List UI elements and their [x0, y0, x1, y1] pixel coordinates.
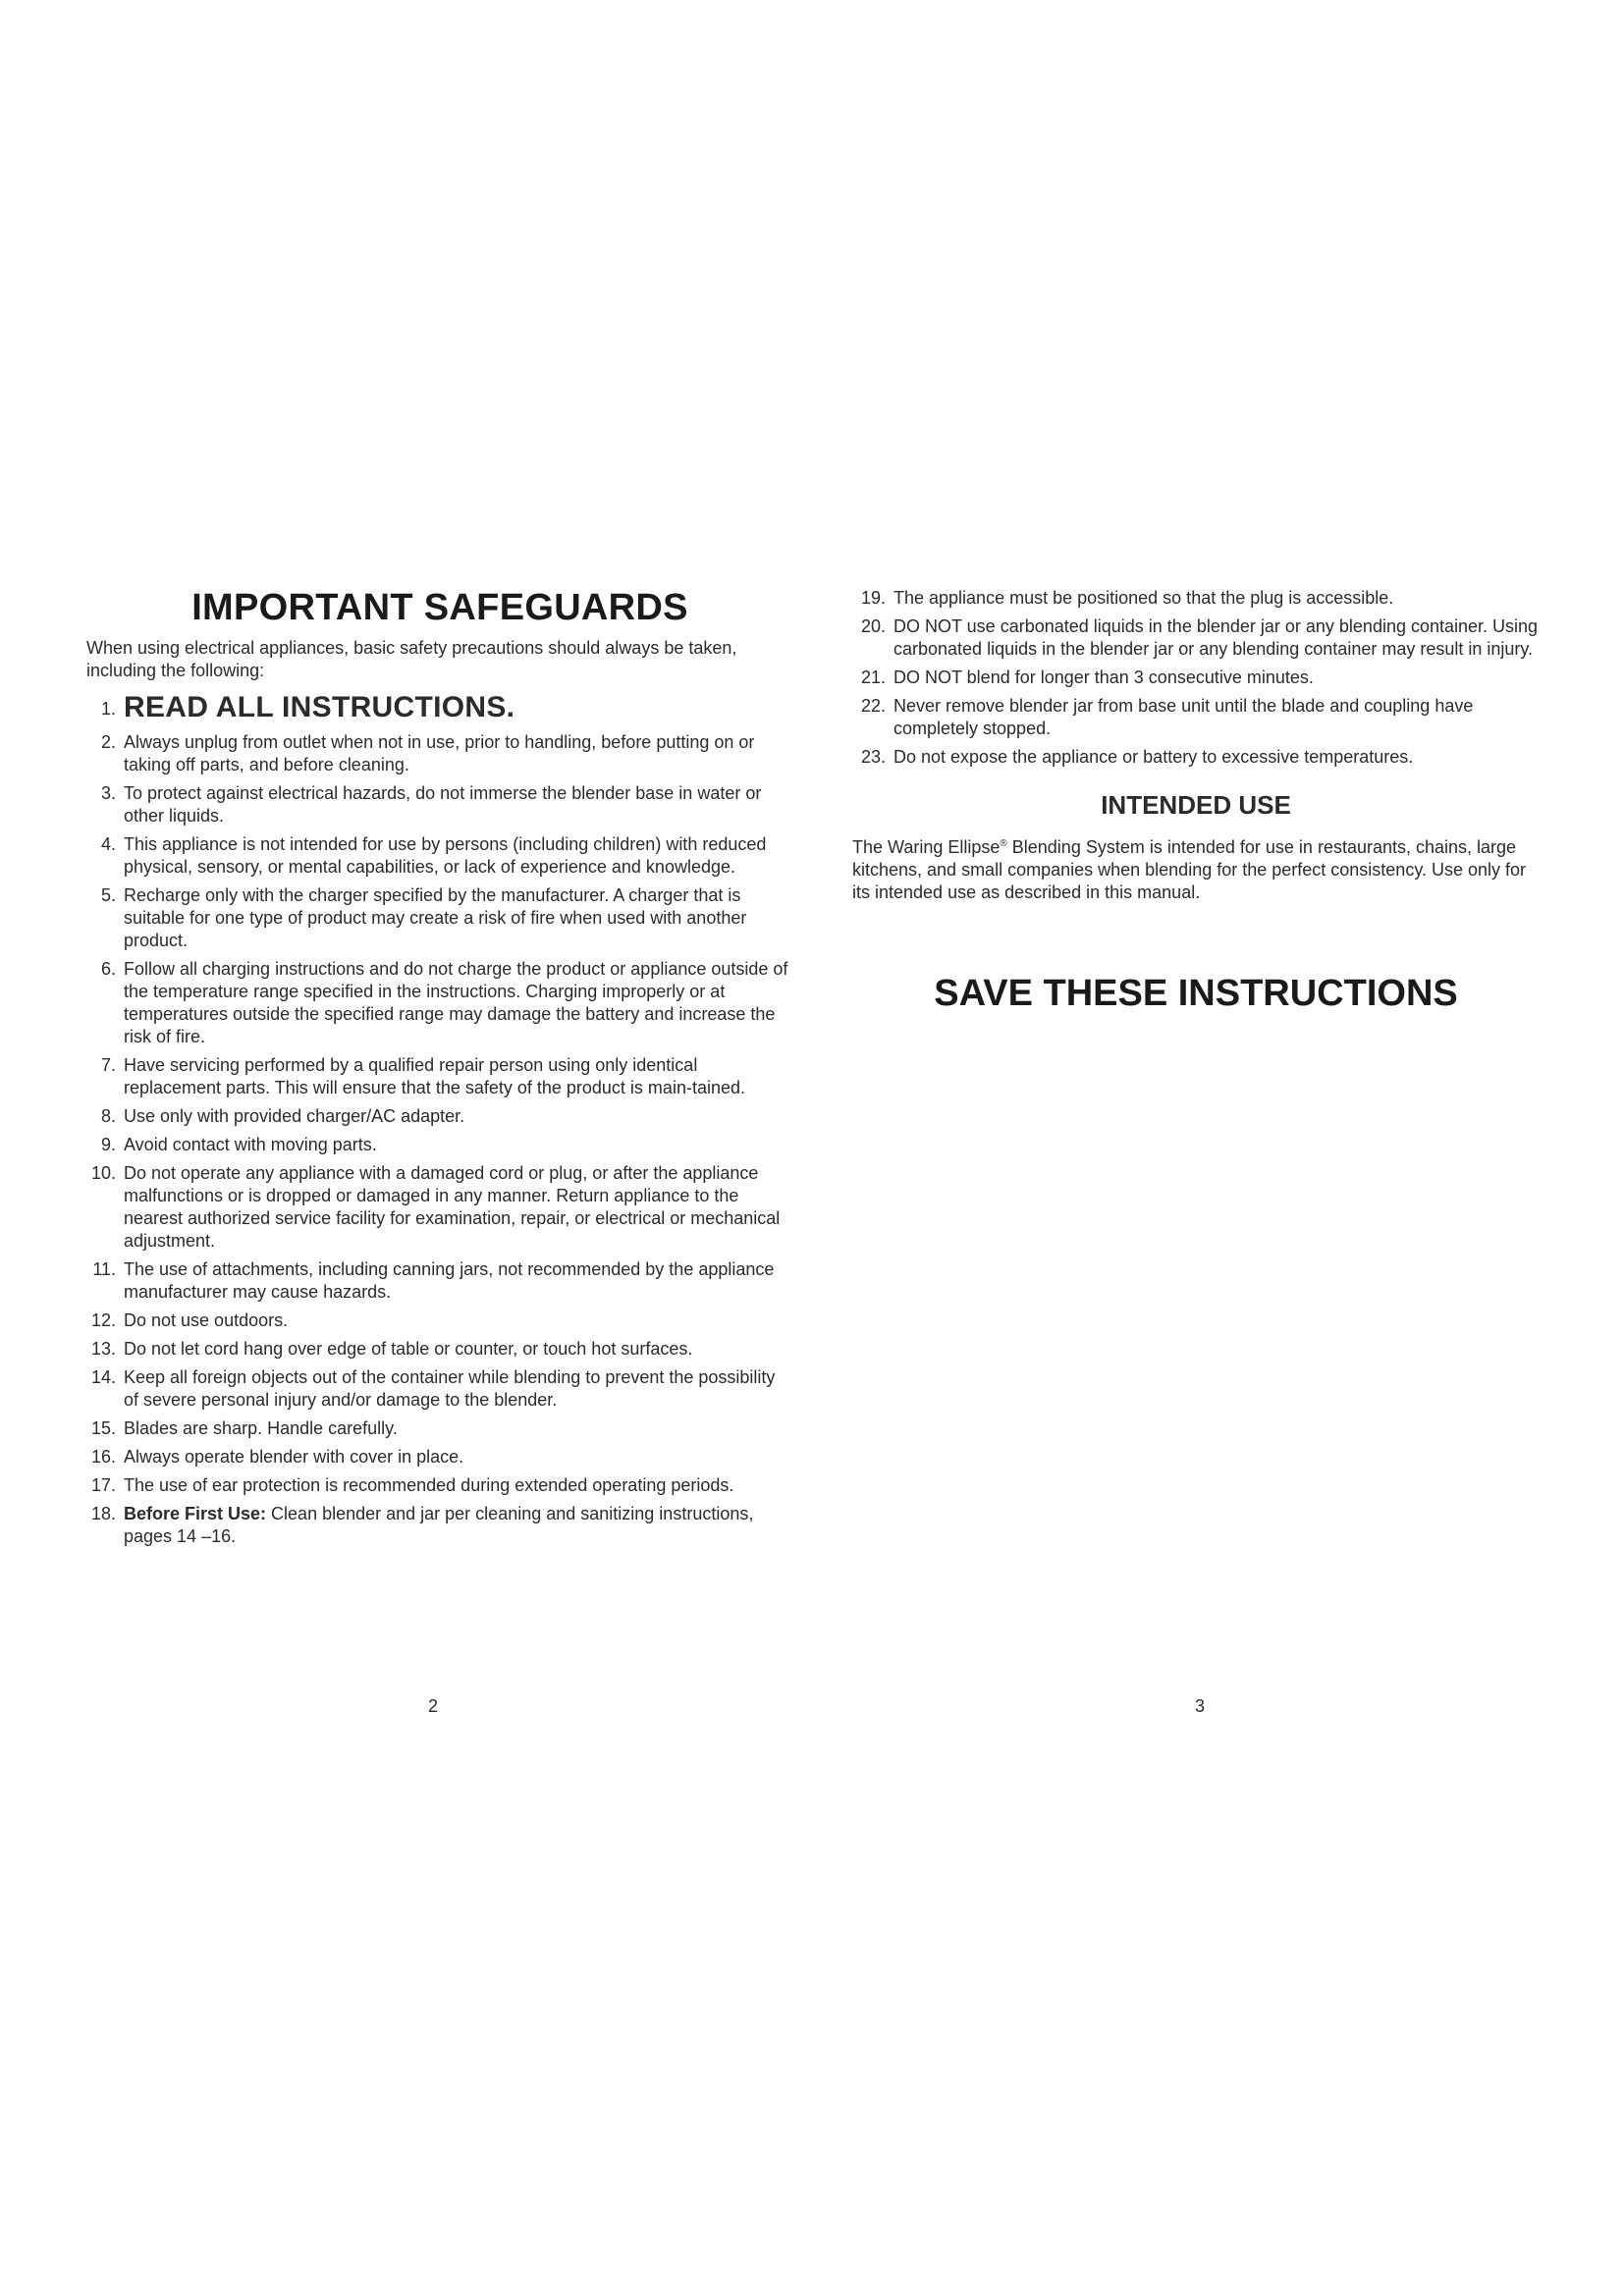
list-item: 11. The use of attachments, including canning jars, not recommended by the appliance manufacturer may cause hazards.	[92, 1259, 775, 1302]
left-page	[86, 587, 793, 1554]
list-item: 6. Follow all charging instructions and do not charge the product or appliance outside of the temperature range specified in the instructions. Charging improperly or at temperatures outside the specified range may damage the battery and increase the risk of fire.	[100, 959, 788, 1046]
page-number-right: 3	[1195, 1696, 1206, 1716]
list-item: 5. Recharge only with the charger specified by the manufacturer. A charger that is suitable for one type of product may create a risk of fire when used with another product.	[100, 885, 747, 950]
list-item: 4. This appliance is not intended for use by persons (including children) with reduced physical, sensory, or mental capabilities, or lack of experience and knowledge.	[100, 834, 767, 877]
list-item: 22. Never remove blender jar from base unit until the blade and coupling have completely stopped.	[860, 696, 1474, 738]
list-item: 20. DO NOT use carbonated liquids in the blender jar or any blending container. Using carbonated liquids in the blender jar or any blending container may result in injury.	[860, 616, 1539, 659]
intended-use-text: The Waring Ellipse® Blending System is intended for use in restaurants, chains, large kitchens, and small companies when blending for the perfect consistency. Use only for its intended use as described in this manual.	[852, 837, 1527, 902]
list-item: 1. READ ALL INSTRUCTIONS.	[100, 691, 515, 723]
list-item: 12. Do not use outdoors.	[90, 1310, 289, 1330]
page-title: IMPORTANT SAFEGUARDS	[191, 587, 688, 628]
safeguards-list-right	[852, 587, 1540, 769]
intended-use-heading: INTENDED USE	[1101, 790, 1291, 820]
list-item: 18. Before First Use: Clean blender and jar per cleaning and sanitizing instructions, pages 14 –16.	[90, 1504, 754, 1546]
list-item: 16. Always operate blender with cover in place.	[90, 1447, 464, 1467]
list-item: 8. Use only with provided charger/AC adapter.	[100, 1106, 465, 1126]
list-item: 19. The appliance must be positioned so that the plug is accessible.	[860, 588, 1394, 608]
list-item: 10. Do not operate any appliance with a damaged cord or plug, or after the appliance malfunctions or is dropped or damaged in any manner. Return appliance to the nearest authorized service facility for examination, repair, or electrical or mechanical adjustment.	[90, 1163, 781, 1251]
list-item: 3. To protect against electrical hazards, do not immerse the blender base in water or other liquids.	[100, 783, 762, 826]
page-number-left: 2	[428, 1696, 439, 1716]
list-item: 7. Have servicing performed by a qualified repair person using only identical replacement parts. This will ensure that the safety of the product is main-tained.	[100, 1055, 745, 1097]
save-instructions-heading: SAVE THESE INSTRUCTIONS	[934, 973, 1458, 1014]
list-item: 21. DO NOT blend for longer than 3 consecutive minutes.	[860, 667, 1314, 687]
list-item: 23. Do not expose the appliance or battery to excessive temperatures.	[860, 747, 1414, 767]
list-item: 15. Blades are sharp. Handle carefully.	[90, 1418, 398, 1438]
safeguards-list-left	[86, 690, 793, 1548]
right-page	[852, 587, 1540, 1015]
list-item: 2. Always unplug from outlet when not in use, prior to handling, before putting on or taking off parts, and before cleaning.	[100, 732, 755, 774]
list-item: 17. The use of ear protection is recommended during extended operating periods.	[90, 1475, 734, 1495]
list-item: 14. Keep all foreign objects out of the container while blending to prevent the possibility of severe personal injury and/or damage to the blender.	[90, 1367, 776, 1410]
list-item: 9. Avoid contact with moving parts.	[100, 1135, 377, 1154]
intro-text: When using electrical appliances, basic safety precautions should always be taken, including the following:	[86, 638, 737, 680]
list-item: 13. Do not let cord hang over edge of table or counter, or touch hot surfaces.	[90, 1339, 693, 1359]
